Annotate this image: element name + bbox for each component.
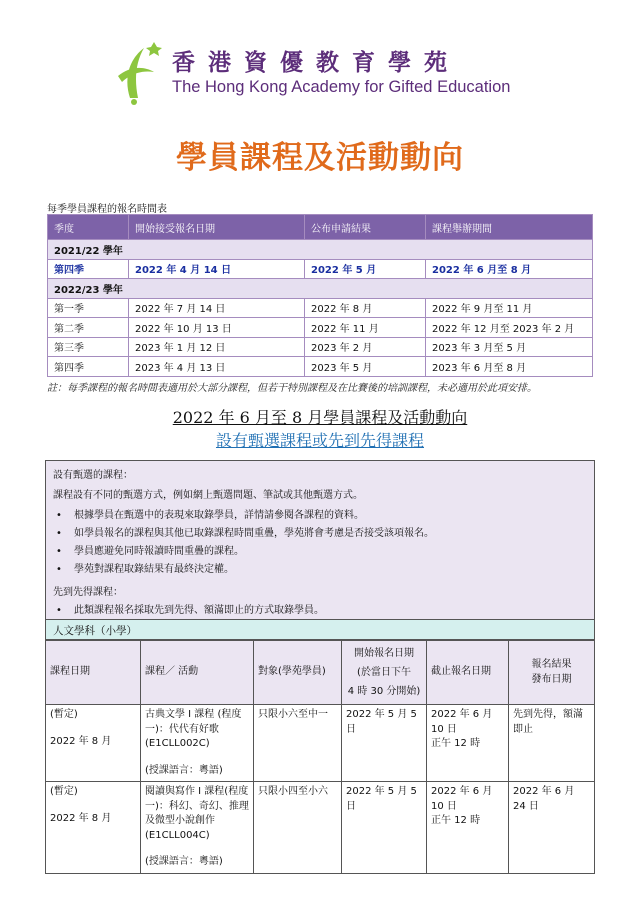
org-name-english: The Hong Kong Academy for Gifted Education xyxy=(172,78,511,96)
course-result-cell: 2022 年 6 月 24 日 xyxy=(509,782,595,874)
section-subtitle-link[interactable]: 設有甄選課程或先到先得課程 xyxy=(215,431,424,450)
school-year-label: 2021/22 學年 xyxy=(48,240,593,260)
selection-bullet: • 根據學員在甄選中的表現來取錄學員，詳情請參閱各課程的資料。 xyxy=(56,510,364,521)
selection-heading: 設有甄選的課程： xyxy=(53,470,133,481)
header-result-date: 報名結果 發布日期 xyxy=(509,641,595,705)
schedule-cell: 第四季 xyxy=(48,259,129,279)
schedule-note: 註：每季課程的報名時間表適用於大部分課程，但若干特別課程及在比賽後的培訓課程，未必適用於此項安排。 xyxy=(47,383,537,394)
course-row xyxy=(46,782,595,874)
course-name-cell: 古典文學 I 課程 (程度一)：代代有好歌 (E1CLL002C) (授課語言：粵語) xyxy=(141,705,254,782)
schedule-header-cell: 課程舉辦期間 xyxy=(426,215,593,240)
selection-bullet: • 如學員報名的課程與其他已取錄課程時間重疊，學苑將會考慮是否接受該項報名。 xyxy=(56,528,434,539)
schedule-row-highlighted xyxy=(48,259,593,279)
schedule-cell: 2022 年 11 月 xyxy=(305,318,426,338)
schedule-year-row xyxy=(48,240,593,260)
schedule-cell: 2022 年 4 月 14 日 xyxy=(129,259,305,279)
header-deadline: 截止報名日期 xyxy=(427,641,509,705)
course-deadline-cell: 2022 年 6 月 10 日 正午 12 時 xyxy=(427,782,509,874)
course-open-cell: 2022 年 5 月 5 日 xyxy=(342,782,427,874)
schedule-cell: 2022 年 6 月至 8 月 xyxy=(426,259,593,279)
schedule-year-row xyxy=(48,279,593,299)
schedule-caption: 每季學員課程的報名時間表 xyxy=(47,204,167,215)
schedule-cell: 2023 年 4 月 13 日 xyxy=(129,357,305,377)
academy-logo-icon xyxy=(110,36,166,108)
first-come-heading: 先到先得課程： xyxy=(53,587,123,598)
schedule-row xyxy=(48,357,593,377)
course-category: 人文學科（小學） xyxy=(45,620,595,640)
header-open-date: 開始報名日期 (於當日下午 4 時 30 分開始) xyxy=(342,641,427,705)
schedule-header-cell: 開始接受報名日期 xyxy=(129,215,305,240)
schedule-cell: 第四季 xyxy=(48,357,129,377)
course-target-cell: 只限小四至小六 xyxy=(254,782,342,874)
schedule-cell: 2022 年 10 月 13 日 xyxy=(129,318,305,338)
course-date-cell: (暫定) 2022 年 8 月 xyxy=(46,705,141,782)
registration-schedule-table xyxy=(47,214,593,377)
schedule-cell: 2023 年 2 月 xyxy=(305,337,426,357)
schedule-row xyxy=(48,318,593,338)
course-date-cell: (暫定) 2022 年 8 月 xyxy=(46,782,141,874)
schedule-cell: 2023 年 1 月 12 日 xyxy=(129,337,305,357)
header-target: 對象(學苑學員) xyxy=(254,641,342,705)
schedule-cell: 2022 年 12 月至 2023 年 2 月 xyxy=(426,318,593,338)
header-course-activity: 課程／ 活動 xyxy=(141,641,254,705)
schedule-row xyxy=(48,298,593,318)
course-result-cell: 先到先得，額滿即止 xyxy=(509,705,595,782)
school-year-label: 2022/23 學年 xyxy=(48,279,593,299)
selection-bullet: • 學員應避免同時報讀時間重疊的課程。 xyxy=(56,546,244,557)
schedule-header-cell: 季度 xyxy=(48,215,129,240)
schedule-cell: 2023 年 6 月至 8 月 xyxy=(426,357,593,377)
schedule-header-row xyxy=(48,215,593,240)
org-name-chinese: 香港資優教育學苑 xyxy=(172,49,460,76)
schedule-cell: 第三季 xyxy=(48,337,129,357)
selection-intro: 課程設有不同的甄選方式，例如網上甄選問題、筆試或其他甄選方式。 xyxy=(53,490,363,501)
course-deadline-cell: 2022 年 6 月 10 日 正午 12 時 xyxy=(427,705,509,782)
selection-bullet: • 學苑對課程取錄結果有最終決定權。 xyxy=(56,564,234,575)
course-row xyxy=(46,705,595,782)
schedule-cell: 2022 年 7 月 14 日 xyxy=(129,298,305,318)
first-come-bullet: • 此類課程報名採取先到先得、額滿即止的方式取錄學員。 xyxy=(56,605,324,616)
schedule-cell: 第二季 xyxy=(48,318,129,338)
course-open-cell: 2022 年 5 月 5 日 xyxy=(342,705,427,782)
schedule-cell: 2022 年 9 月至 11 月 xyxy=(426,298,593,318)
schedule-cell: 2023 年 3 月至 5 月 xyxy=(426,337,593,357)
page-title: 學員課程及活動動向 xyxy=(176,140,464,176)
header-course-date: 課程日期 xyxy=(46,641,141,705)
courses-header-row xyxy=(46,641,595,705)
schedule-cell: 2022 年 5 月 xyxy=(305,259,426,279)
course-name-cell: 閱讀與寫作 I 課程(程度一)：科幻、奇幻、推理及微型小說創作 (E1CLL004C) (授課語言：粵語) xyxy=(141,782,254,874)
selection-info-box xyxy=(45,460,595,620)
schedule-cell: 2022 年 8 月 xyxy=(305,298,426,318)
schedule-cell: 第一季 xyxy=(48,298,129,318)
courses-table xyxy=(45,640,595,874)
schedule-cell: 2023 年 5 月 xyxy=(305,357,426,377)
schedule-row xyxy=(48,337,593,357)
section-title: 2022 年 6 月至 8 月學員課程及活動動向 xyxy=(172,408,468,427)
academy-logo xyxy=(110,36,540,108)
schedule-header-cell: 公布申請結果 xyxy=(305,215,426,240)
course-target-cell: 只限小六至中一 xyxy=(254,705,342,782)
